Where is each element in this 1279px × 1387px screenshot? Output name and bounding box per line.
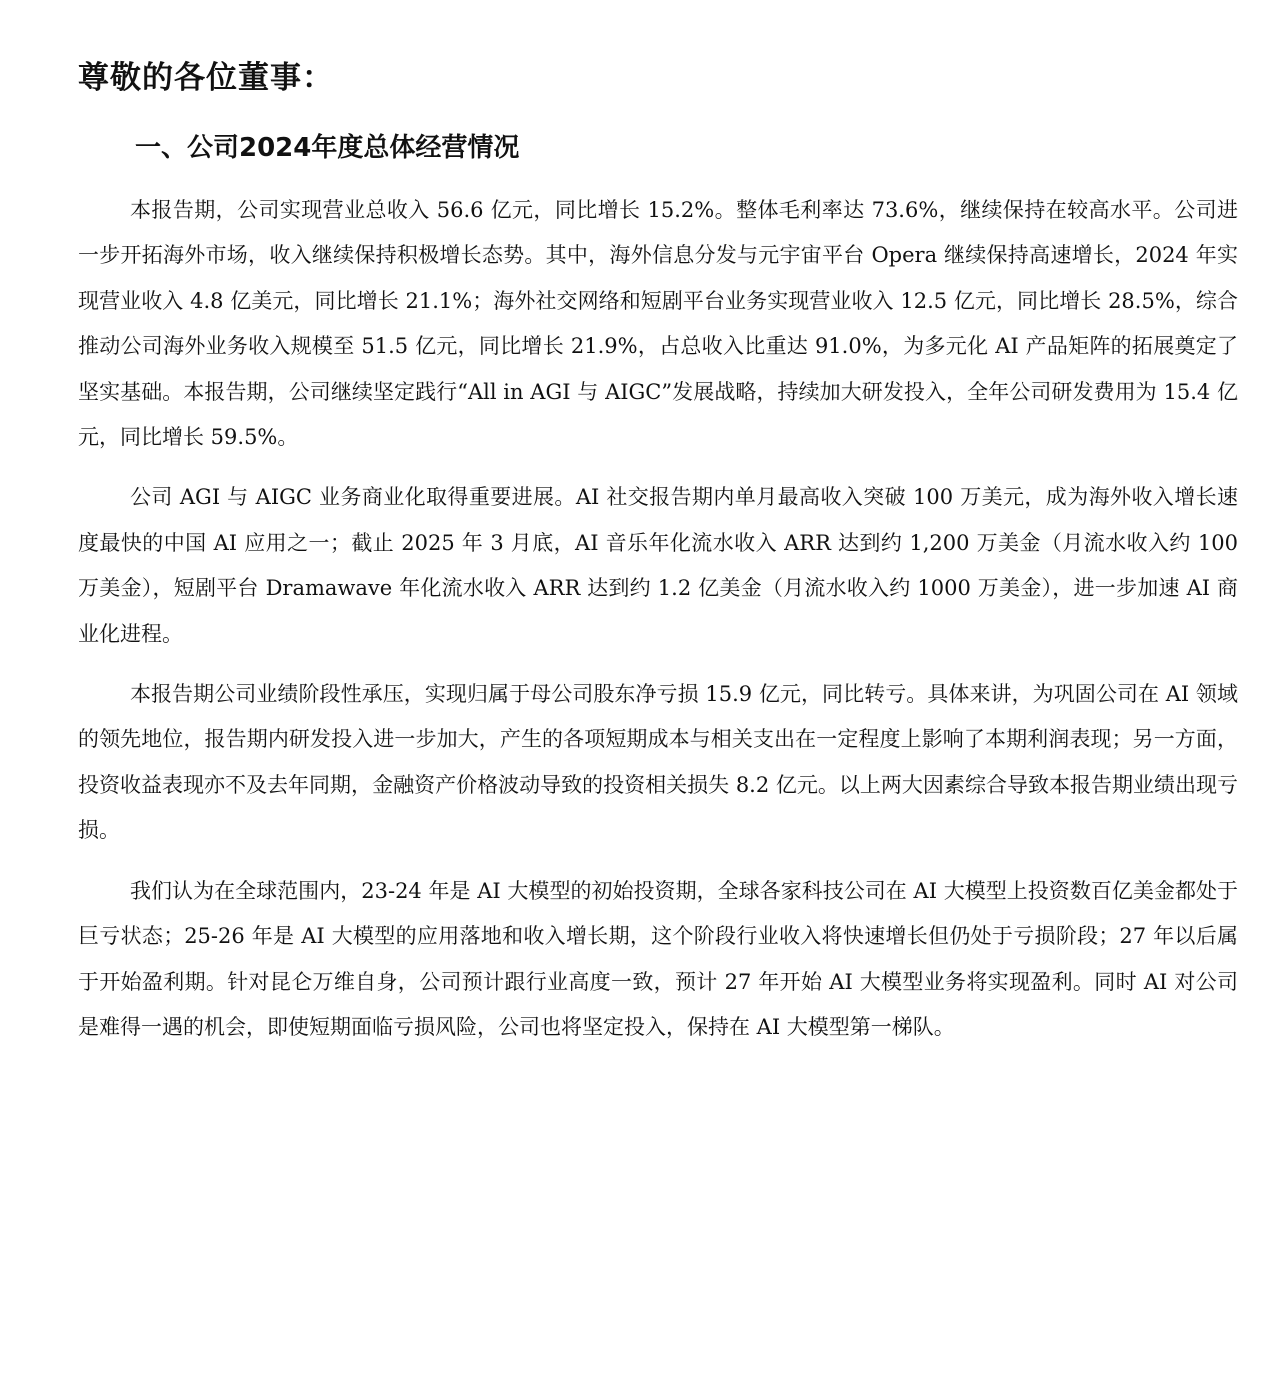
paragraph-revenue-overview: 本报告期，公司实现营业总收入 56.6 亿元，同比增长 15.2%。整体毛利率达 73.6%，继续保持在较高水平。公司进一步开拓海外市场，收入继续保持积极增长态势。其中，海外信息分发与元宇宙平台 Opera 继续保持高速增长，2024 年实现营业收入 4.8 亿美元，同比增长 21.1%；海外社交网络和短剧平台业务实现营业收入 12.5 亿元，同比增长 28.5%，综合推动公司海外业务收入规模至 51.5 亿元，同比增长 21.9%，占总收入比重达 91.0%，为多元化 AI 产品矩阵的拓展奠定了坚实基础。本报告期，公司继续坚定践行“All in AGI 与 AIGC”发展战略，持续加大研发投入，全年公司研发费用为 15.4 亿元，同比增长 59.5%。	[78, 198, 1238, 450]
report-body	[78, 188, 1238, 1065]
paragraph-net-loss: 本报告期公司业绩阶段性承压，实现归属于母公司股东净亏损 15.9 亿元，同比转亏。具体来讲，为巩固公司在 AI 领域的领先地位，报告期内研发投入进一步加大，产生的各项短期成本与相关支出在一定程度上影响了本期利润表现；另一方面，投资收益表现亦不及去年同期，金融资产价格波动导致的投资相关损失 8.2 亿元。以上两大因素综合导致本报告期业绩出现亏损。	[78, 682, 1238, 843]
paragraph-ai-commercialization: 公司 AGI 与 AIGC 业务商业化取得重要进展。AI 社交报告期内单月最高收入突破 100 万美元，成为海外收入增长速度最快的中国 AI 应用之一；截止 2025 年 3 月底，AI 音乐年化流水收入 ARR 达到约 1,200 万美金（月流水收入约 100 万美金），短剧平台 Dramawave 年化流水收入 ARR 达到约 1.2 亿美金（月流水收入约 1000 万美金），进一步加速 AI 商业化进程。	[78, 485, 1238, 646]
salutation-heading: 尊敬的各位董事：	[78, 60, 334, 96]
paragraph-outlook: 我们认为在全球范围内，23-24 年是 AI 大模型的初始投资期，全球各家科技公司在 AI 大模型上投资数百亿美金都处于巨亏状态；25-26 年是 AI 大模型的应用落地和收入增长期，这个阶段行业收入将快速增长但仍处于亏损阶段；27 年以后属于开始盈利期。针对昆仑万维自身，公司预计跟行业高度一致，预计 27 年开始 AI 大模型业务将实现盈利。同时 AI 对公司是难得一遇的机会，即使短期面临亏损风险，公司也将坚定投入，保持在 AI 大模型第一梯队。	[78, 878, 1238, 1039]
section-heading: 一、公司2024年度总体经营情况	[135, 133, 520, 163]
